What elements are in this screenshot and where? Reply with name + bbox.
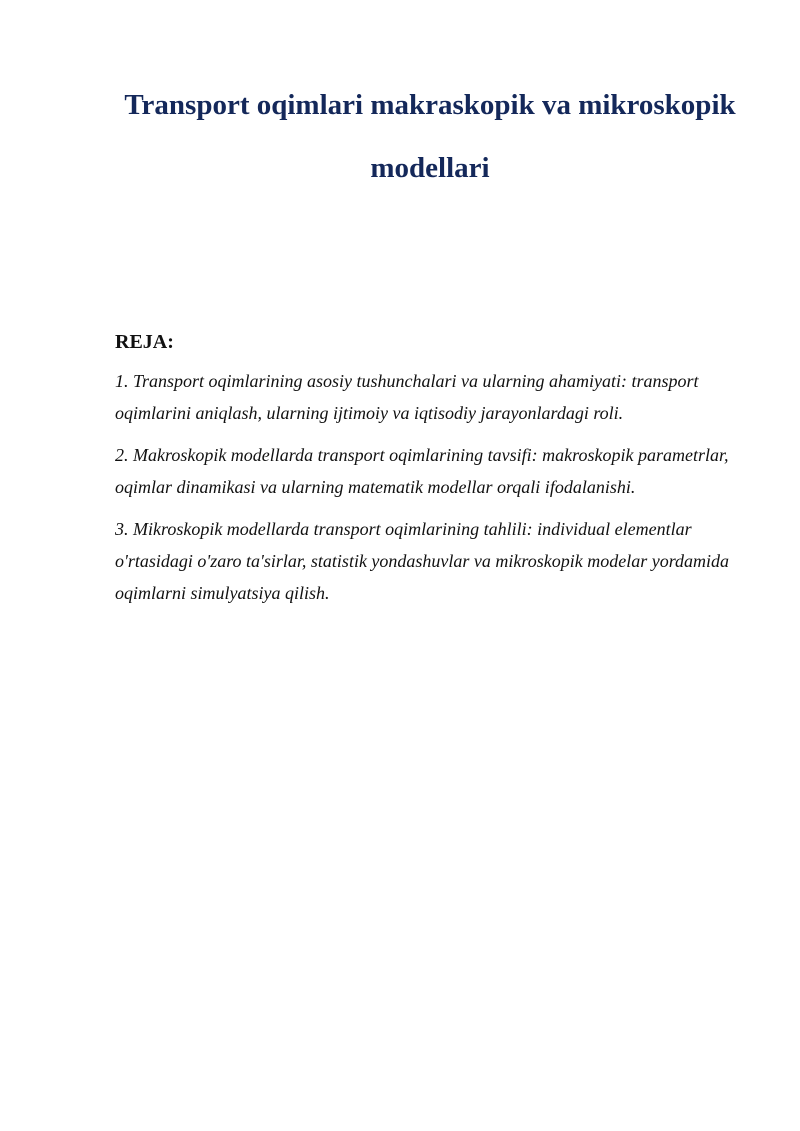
outline-item: 2. Makroskopik modellarda transport oqimlarining tavsifi: makroskopik parametrlar, oqimlar dinamikasi va ularning matematik modellar orqali ifodalanishi. xyxy=(115,445,729,497)
page-title: Transport oqimlari makraskopik va mikroskopik modellari xyxy=(124,89,736,184)
outline-item: 1. Transport oqimlarining asosiy tushunchalari va ularning ahamiyati: transport oqimlarini aniqlash, ularning ijtimoiy va iqtisodiy jarayonlardagi roli. xyxy=(115,371,699,423)
outline-heading: REJA: xyxy=(115,331,174,353)
outline-list xyxy=(115,365,745,609)
outline-section xyxy=(115,327,745,619)
outline-item: 3. Mikroskopik modellarda transport oqimlarining tahlili: individual elementlar o'rtasidagi o'zaro ta'sirlar, statistik yondashuvlar va mikroskopik modelar yordamida oqimlarni simulyatsiya qilish. xyxy=(115,519,730,603)
